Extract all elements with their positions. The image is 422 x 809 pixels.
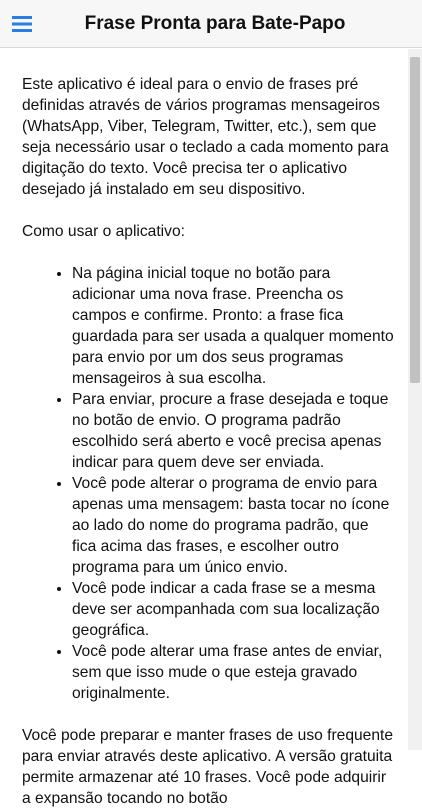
intro-paragraph: Este aplicativo é ideal para o envio de frases pré definidas através de vários programas mensageiros (WhatsApp, Viber, Telegram, Twitter, etc.), sem que seja necessário usar o teclado a cada momento para digitação do texto. Você precisa ter o aplicativo desejado já instalado em seu dispositivo. <box>22 76 389 198</box>
page-title: Frase Pronta para Bate-Papo <box>84 13 346 34</box>
list-item: • Você pode alterar uma frase antes de enviar, sem que isso mude o que esteja gravado originalmente. <box>72 641 396 704</box>
content-text <box>0 49 408 809</box>
scrollbar-thumb[interactable] <box>410 57 420 383</box>
howto-heading: Como usar o aplicativo: <box>22 223 185 240</box>
vertical-scrollbar[interactable] <box>408 49 422 750</box>
list-item: • Na página inicial toque no botão para adicionar uma nova frase. Preencha os campos e confirme. Pronto: a frase fica guardada para ser usada a qualquer momento para envio por um dos seus programas mensageiros à sua escolha. <box>72 263 396 389</box>
app-header <box>0 0 422 48</box>
list-item: • Você pode indicar a cada frase se a mesma deve ser acompanhada com sua localização geográfica. <box>72 578 396 641</box>
content-area[interactable] <box>0 49 408 807</box>
list-item: • Você pode alterar o programa de envio para apenas uma mensagem: basta tocar no ícone ao lado do nome do programa padrão, que fica acima das frases, e escolher outro programa para um único envio. <box>72 473 396 578</box>
list-item: • Para enviar, procure a frase desejada e toque no botão de envio. O programa padrão escolhido será aberto e você precisa apenas indicar para quem deve ser enviada. <box>72 389 396 473</box>
closing-paragraph: Você pode preparar e manter frases de uso frequente para enviar através deste aplicativo. A versão gratuita permite armazenar até 10 frases. Você pode adquirir a expansão tocando no botão <box>22 727 394 807</box>
instructions-list <box>22 263 396 704</box>
